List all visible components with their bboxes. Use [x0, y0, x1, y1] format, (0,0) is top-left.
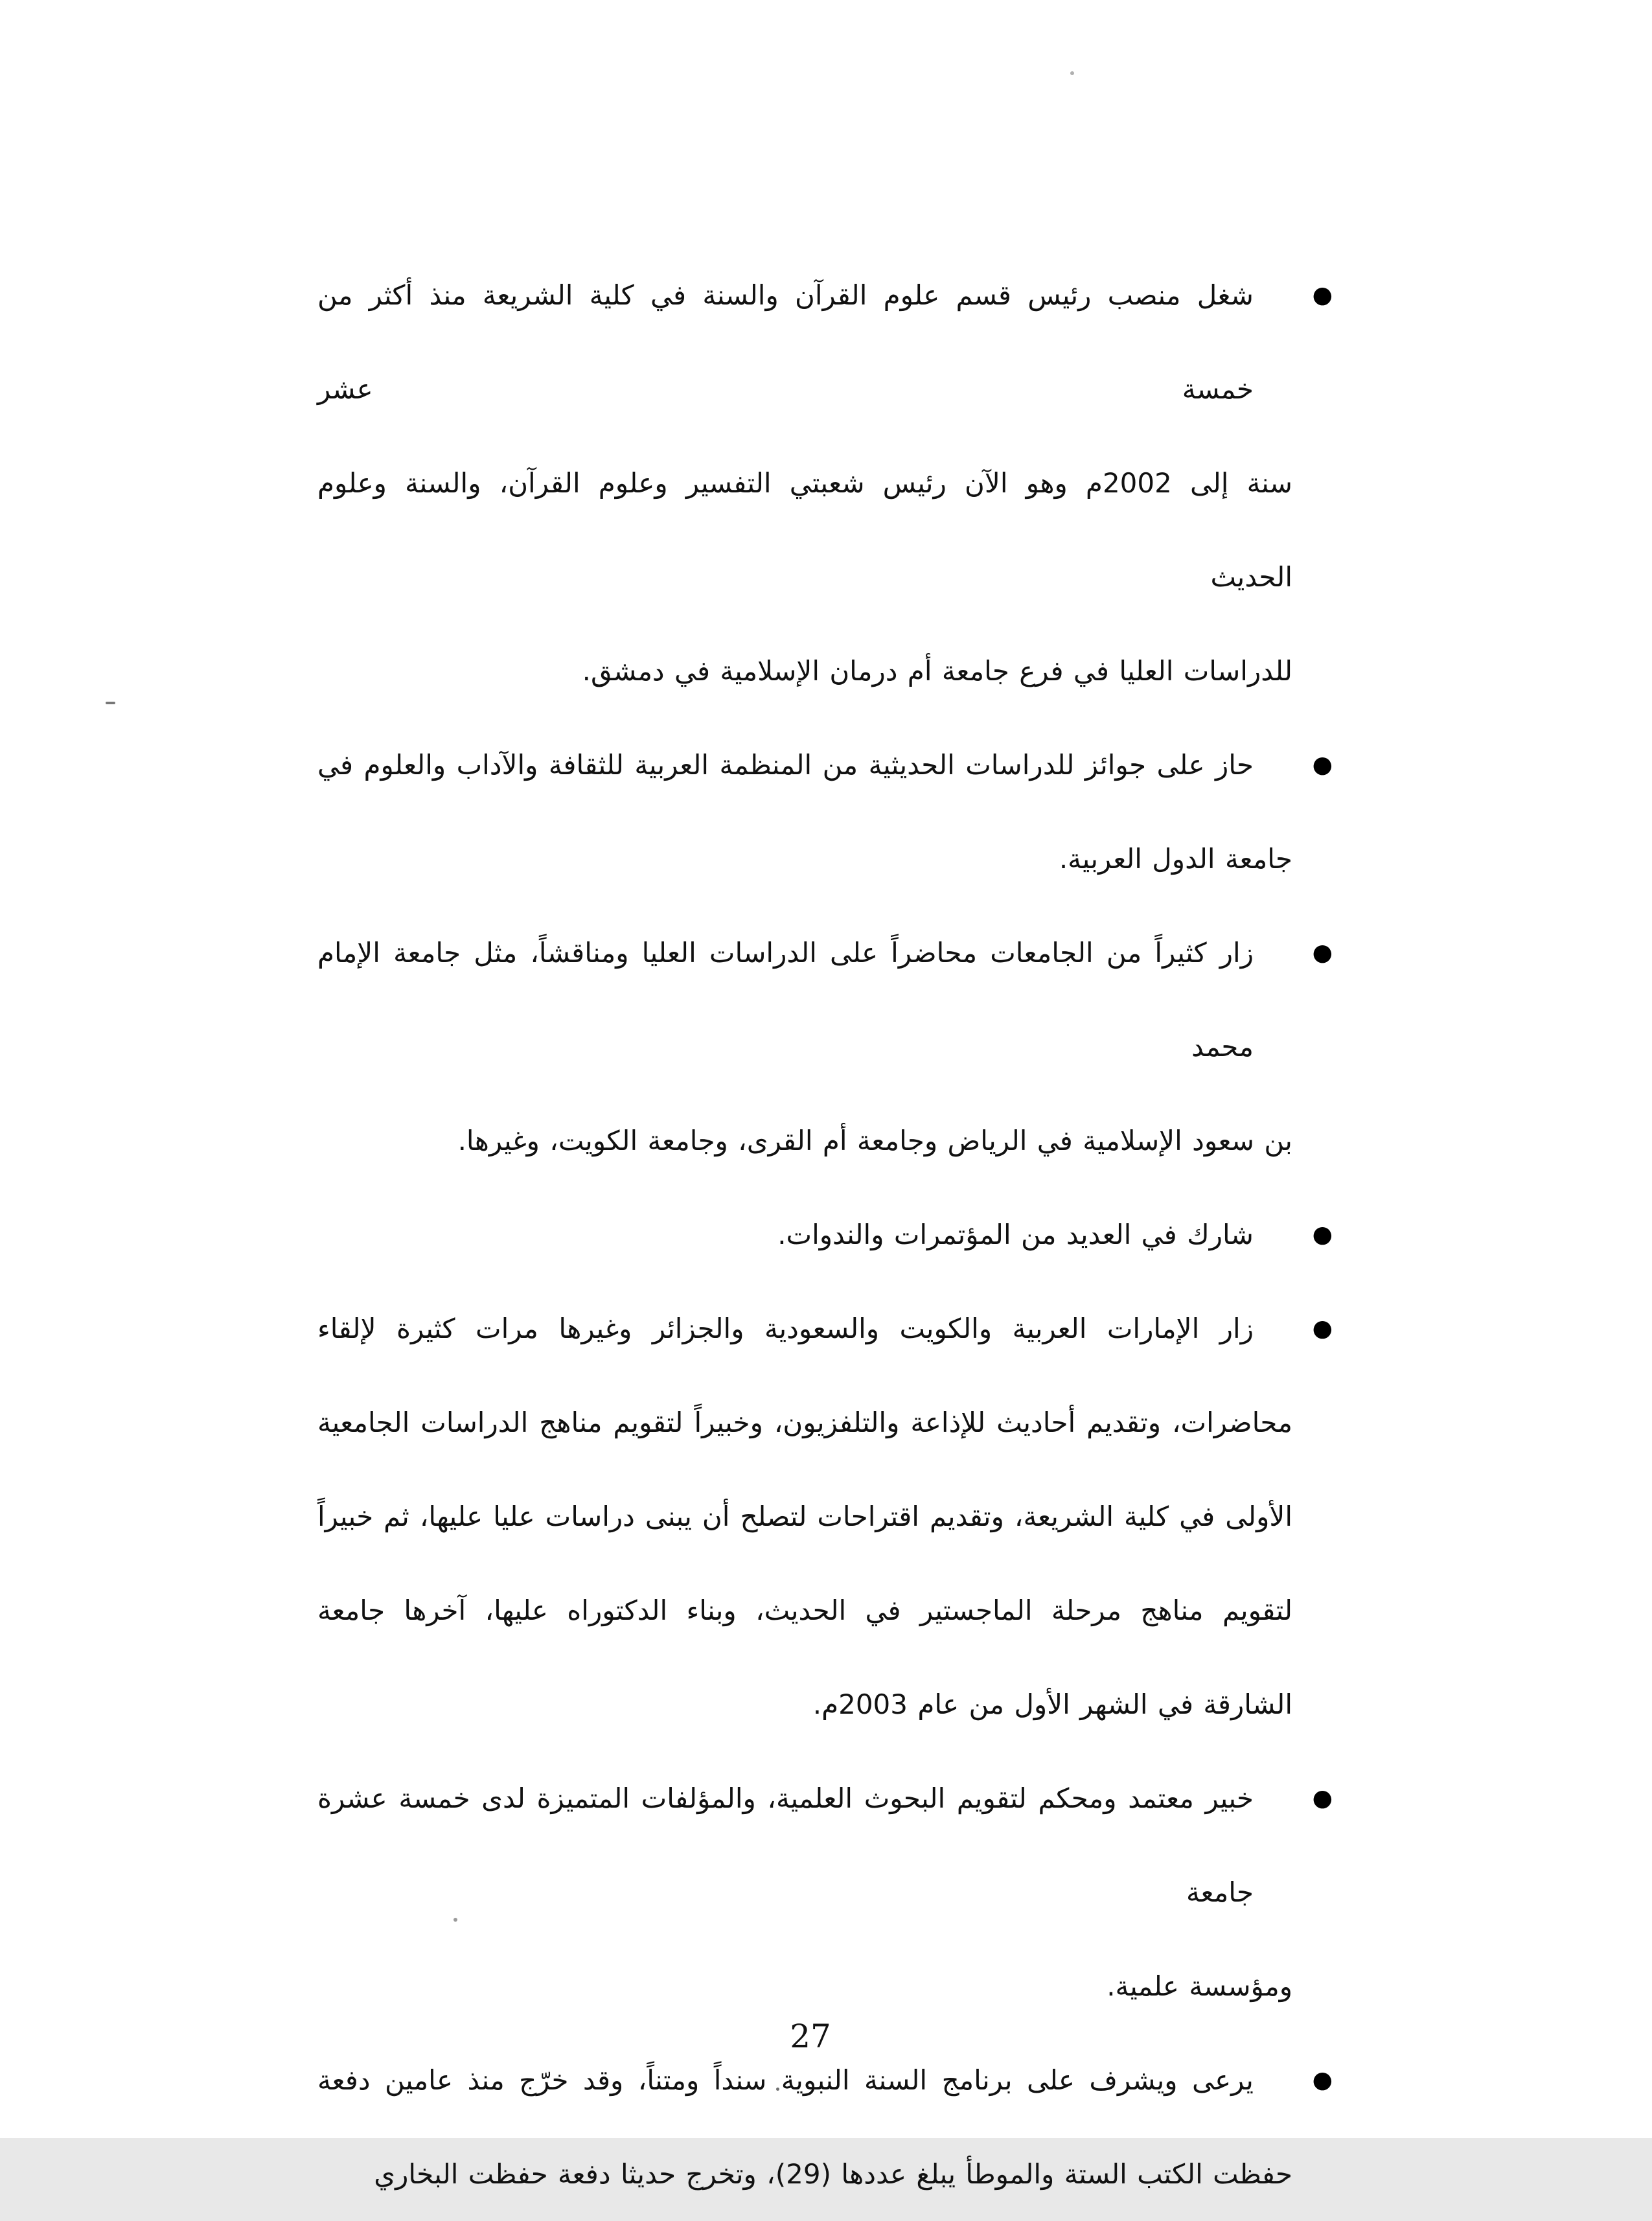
paragraph-line: جامعة الدول العربية.	[1059, 843, 1292, 875]
line-text: زار كثيراً من الجامعات محاضراً على الدراسات العليا ومناقشاً، مثل جامعة الإمام محمد	[317, 937, 1254, 1063]
paragraph-line: حفظت الكتب الستة والموطأ يبلغ عددها (29)، وتخرج حديثا دفعة حفظت البخاري	[374, 2158, 1292, 2190]
line-text: يرعى ويشرف على برنامج السنة النبوية سنداً ومتناً، وقد خرّج منذ عامين دفعة	[317, 2064, 1254, 2096]
bullet-item	[317, 248, 1333, 718]
paragraph-line: الشارقة في الشهر الأول من عام 2003م.	[812, 1688, 1292, 1720]
line-text: زار الإمارات العربية والكويت والسعودية والجزائر وغيرها مرات كثيرة لإلقاء	[317, 1313, 1254, 1344]
bullet-icon: ●	[1312, 752, 1333, 778]
scan-speck	[106, 702, 115, 704]
paragraph-line: للدراسات العليا في فرع جامعة أم درمان الإسلامية في دمشق.	[582, 655, 1292, 687]
bullet-icon: ●	[1312, 1221, 1333, 1248]
scan-speck	[1070, 71, 1074, 75]
paragraph-line	[317, 1751, 1333, 1939]
paragraph-line: الأولى في كلية الشريعة، وتقديم اقتراحات لتصلح أن يبنى دراسات عليا عليها، ثم خبيراً	[317, 1501, 1292, 1532]
paragraph-line: سنة إلى 2002م وهو الآن رئيس شعبتي التفسير وعلوم القرآن، والسنة وعلوم الحديث	[317, 467, 1292, 593]
paragraph-line: لتقويم مناهج مرحلة الماجستير في الحديث، وبناء الدكتوراه عليها، آخرها جامعة	[317, 1594, 1292, 1626]
line-text: شارك في العديد من المؤتمرات والندوات.	[777, 1219, 1254, 1250]
page-number: 27	[790, 2018, 831, 2055]
bullet-item	[317, 1188, 1333, 1282]
bullet-icon: ●	[1312, 939, 1333, 966]
line-text: حاز على جوائز للدراسات الحديثية من المنظمة العربية للثقافة والآداب والعلوم في	[317, 749, 1254, 781]
line-text: خبير معتمد ومحكم لتقويم البحوث العلمية، والمؤلفات المتميزة لدى خمسة عشرة جامعة	[317, 1782, 1254, 1908]
bullet-item	[317, 906, 1333, 1188]
bullet-item	[317, 1751, 1333, 2033]
paragraph-line	[317, 248, 1333, 436]
bullet-item	[317, 1282, 1333, 1751]
bullet-icon: ●	[1312, 282, 1333, 308]
paragraph-line: ومؤسسة علمية.	[1107, 1970, 1292, 2002]
bullet-item	[317, 718, 1333, 906]
bullet-icon: ●	[1312, 2067, 1333, 2093]
paragraph-line	[317, 906, 1333, 1094]
paragraph-line: محاضرات، وتقديم أحاديث للإذاعة والتلفزيون، وخبيراً لتقويم مناهج الدراسات الجامعية	[317, 1407, 1292, 1438]
bullet-item	[317, 2033, 1333, 2221]
bullet-icon: ●	[1312, 1315, 1333, 1342]
paragraph-line	[317, 1188, 1333, 1282]
text-block	[317, 248, 1333, 2221]
paragraph-line	[317, 718, 1333, 812]
paragraph-line	[317, 1282, 1333, 1375]
bullet-icon: ●	[1312, 1785, 1333, 1812]
paragraph-line: بن سعود الإسلامية في الرياض وجامعة أم القرى، وجامعة الكويت، وغيرها.	[457, 1125, 1292, 1157]
line-text: شغل منصب رئيس قسم علوم القرآن والسنة في كلية الشريعة منذ أكثر من خمسة عشر	[317, 279, 1254, 405]
